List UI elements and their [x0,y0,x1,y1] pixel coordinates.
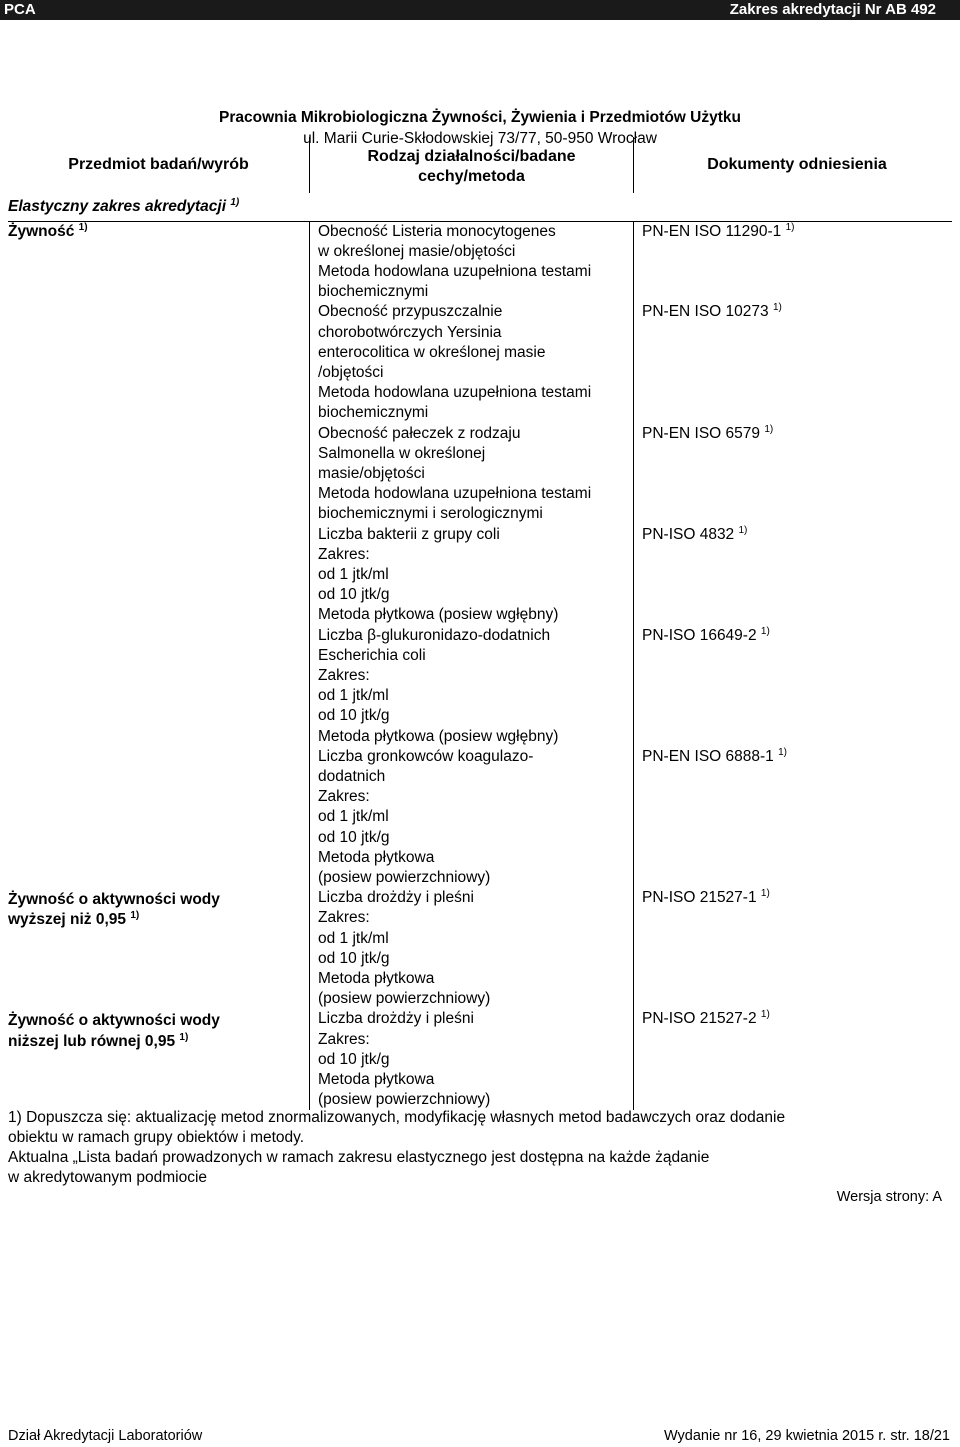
reference-doc: PN-EN ISO 10273 $^{1)}$ [642,302,782,321]
row-reference [634,626,953,747]
row-method [310,747,634,888]
row-product [8,302,310,423]
method-line: od 1 jtk/ml [318,565,389,583]
table-row [8,1009,952,1110]
page-version: Wersja strony: A [836,1189,942,1205]
method-line: od 1 jtk/ml [318,808,389,826]
footer-left: Dział Akredytacji Laboratoriów [8,1428,203,1444]
page-header-bar [0,0,960,20]
row-method [310,1009,634,1110]
method-line: Metoda płytkowa [318,970,435,988]
reference-doc: PN-ISO 16649-2 $^{1)}$ [642,625,770,644]
method-line: Liczba bakterii z grupy coli [318,525,500,543]
lab-address: ul. Marii Curie-Skłodowskiej 73/77, 50-950 Wrocław [303,130,657,147]
method-line: od 1 jtk/ml [318,929,389,947]
row-method [310,221,634,302]
method-line: masie/objętości [318,464,425,482]
method-line: Zakres: [318,909,370,927]
row-method [310,888,634,1009]
row-product [8,888,310,1009]
accreditation-table [8,137,952,1110]
product-line: Żywność o aktywności wody [8,1012,220,1030]
footnote-line: 1) Dopuszcza się: aktualizację metod znormalizowanych, modyfikację własnych metod badawczych oraz dodanie [8,1109,786,1126]
row-method [310,302,634,423]
method-line: Obecność pałeczek z rodzaju [318,424,521,442]
method-line: (posiew powierzchniowy) [318,990,491,1008]
method-line: (posiew powierzchniowy) [318,1091,491,1109]
method-line: Liczba β-glukuronidazo-dodatnich [318,626,551,644]
method-line: od 10 jtk/g [318,828,390,846]
table-row [8,747,952,888]
header-subject: Przedmiot badań/wyrób [68,156,249,173]
method-line: Metoda płytkowa [318,848,435,866]
section-row [8,193,952,221]
table-row [8,626,952,747]
table-row [8,302,952,423]
row-product [8,626,310,747]
table-header-row [8,137,952,193]
method-line: Metoda hodowlana uzupełniona testami [318,384,592,402]
page-header-right: Zakres akredytacji Nr AB 492 [729,1,936,18]
method-line: Liczba gronkowców koagulazo- [318,747,534,765]
reference-doc: PN-EN ISO 11290-1 $^{1)}$ [642,221,795,240]
product-line: niższej lub równej 0,95 $^{1)}$ [8,1031,189,1050]
method-line: dodatnich [318,767,386,785]
row-reference [634,302,953,423]
header-documents: Dokumenty odniesienia [634,137,953,193]
footnote-line: w akredytowanym podmiocie [8,1169,208,1186]
row-reference [634,525,953,626]
product-line: Żywność o aktywności wody [8,891,220,909]
reference-doc: PN-ISO 21527-1 $^{1)}$ [642,888,770,907]
row-method [310,525,634,626]
product-line: wyższej niż 0,95 $^{1)}$ [8,910,140,929]
method-line: Metoda hodowlana uzupełniona testami [318,485,592,503]
method-line: Obecność Listeria monocytogenes [318,222,556,240]
product-line: Żywność $^{1)}$ [8,221,88,240]
method-line: biochemicznymi [318,283,429,301]
method-line: chorobotwórczych Yersinia [318,323,502,341]
lab-name: Pracownia Mikrobiologiczna Żywności, Żywienia i Przedmiotów Użytku [219,109,741,126]
method-line: Zakres: [318,545,370,563]
method-line: Zakres: [318,666,370,684]
method-line: Escherichia coli [318,646,426,664]
row-product [8,221,310,302]
row-reference [634,424,953,525]
method-line: biochemicznymi i serologicznymi [318,505,543,523]
method-line: Liczba drożdży i pleśni [318,1010,474,1028]
page-header-left: PCA [4,1,36,18]
reference-doc: PN-ISO 21527-2 $^{1)}$ [642,1009,770,1028]
reference-doc: PN-EN ISO 6888-1 $^{1)}$ [642,746,788,765]
method-line: Metoda płytkowa (posiew wgłębny) [318,727,559,745]
method-line: od 1 jtk/ml [318,687,389,705]
reference-doc: PN-EN ISO 6579 $^{1)}$ [642,423,774,442]
method-line: Zakres: [318,1030,370,1048]
footer-right: Wydanie nr 16, 29 kwietnia 2015 r. str. 18/21 [663,1428,950,1444]
method-line: Obecność przypuszczalnie [318,303,503,321]
table-row [8,888,952,1009]
method-line: biochemicznymi [318,404,429,422]
method-line: od 10 jtk/g [318,1050,390,1068]
row-reference [634,747,953,888]
method-line: w określonej masie/objętości [318,242,516,260]
row-product [8,424,310,525]
row-product [8,525,310,626]
row-method [310,626,634,747]
method-line: od 10 jtk/g [318,707,390,725]
section-title: Elastyczny zakres akredytacji $^{1)}$ [8,193,952,221]
table-row [8,221,952,302]
method-line: Salmonella w określonej [318,444,486,462]
method-line: Zakres: [318,788,370,806]
method-line: Metoda hodowlana uzupełniona testami [318,262,592,280]
row-reference [634,1009,953,1110]
method-line: od 10 jtk/g [318,586,390,604]
row-method [310,424,634,525]
method-line: enterocolitica w określonej masie [318,343,546,361]
row-product [8,747,310,888]
reference-doc: PN-ISO 4832 $^{1)}$ [642,524,748,543]
row-product [8,1009,310,1110]
footnote-line: Aktualna „Lista badań prowadzonych w ramach zakresu elastycznego jest dostępna na każde żądanie [8,1149,710,1166]
row-reference [634,221,953,302]
method-line: Liczba drożdży i pleśni [318,889,474,907]
footnote-line: obiektu w ramach grupy obiektów i metody. [8,1129,305,1146]
method-line: /objętości [318,363,384,381]
method-line: Metoda płytkowa (posiew wgłębny) [318,606,559,624]
method-line: (posiew powierzchniowy) [318,869,491,886]
method-line: od 10 jtk/g [318,949,390,967]
footnotes [8,1108,948,1188]
method-line: Metoda płytkowa [318,1071,435,1089]
table-row [8,525,952,626]
table-row [8,424,952,525]
row-reference [634,888,953,1009]
header-activity: Rodzaj działalności/badane cechy/metoda [310,137,634,193]
